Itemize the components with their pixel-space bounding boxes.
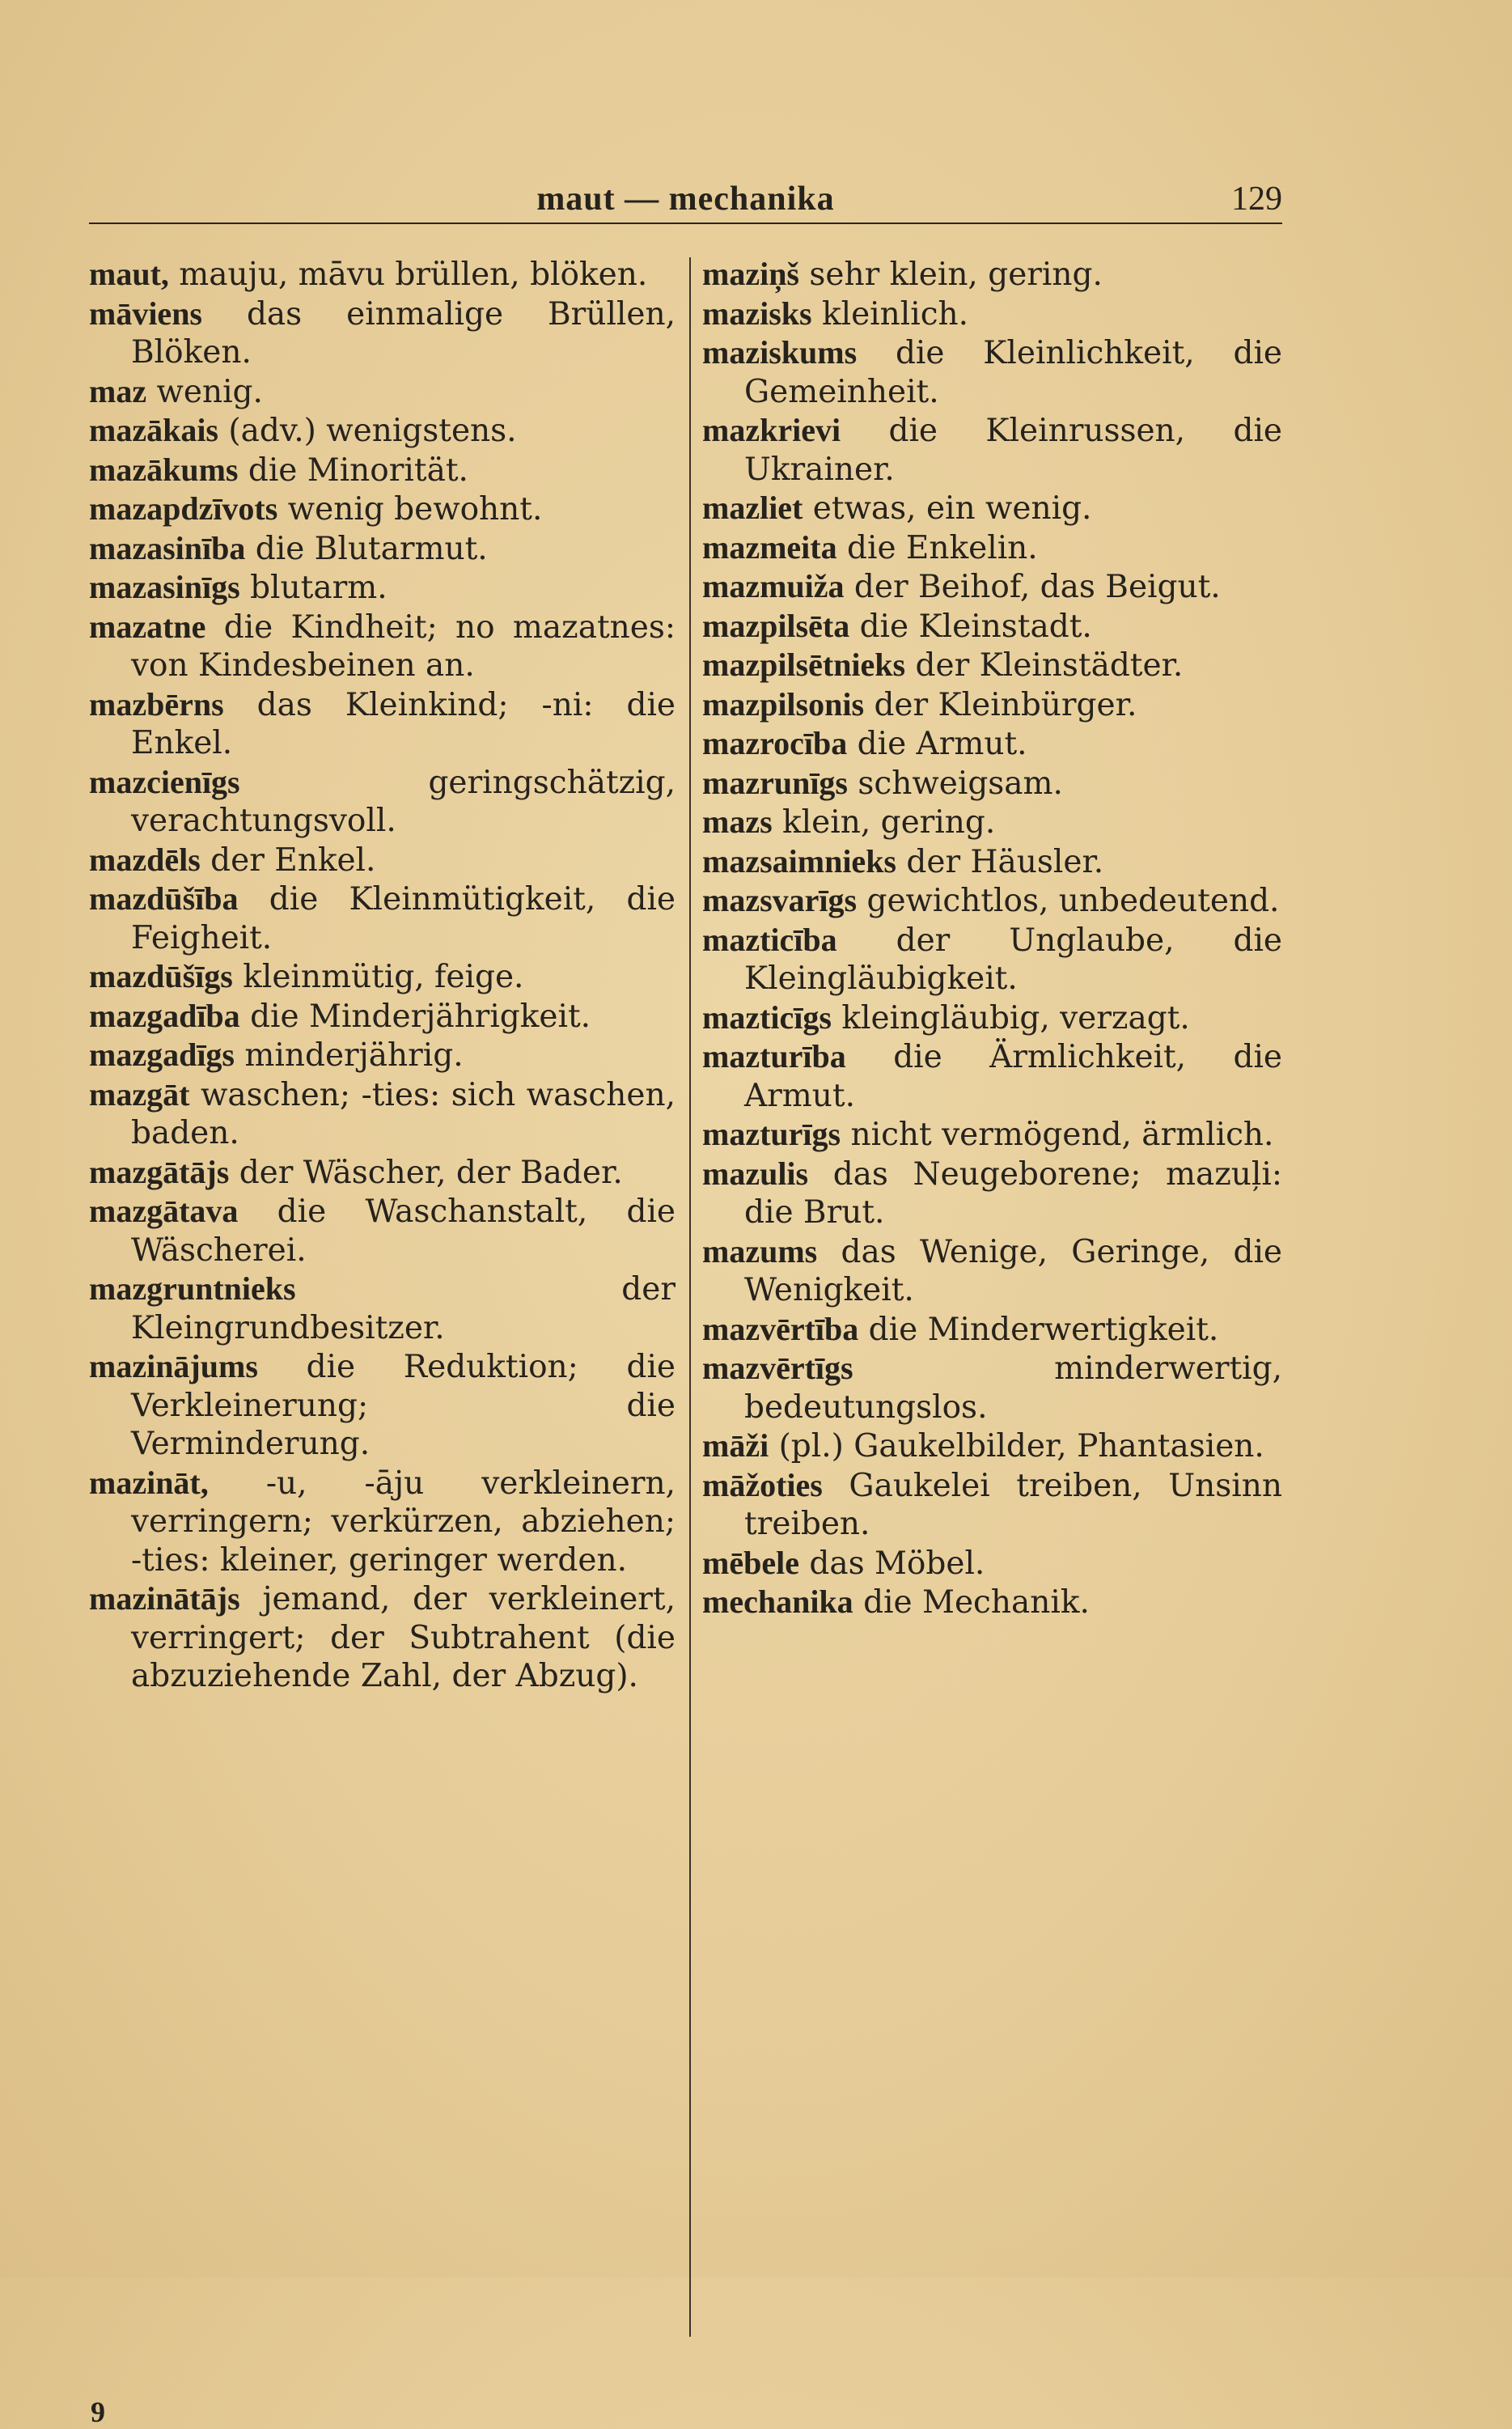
dictionary-entry <box>89 1075 676 1153</box>
entry-headword: māži <box>702 1427 769 1464</box>
entry-headword: maz <box>89 372 147 409</box>
dictionary-entry <box>89 1347 676 1464</box>
dictionary-entry <box>89 1579 676 1696</box>
entry-headword: mazdēls <box>89 841 201 878</box>
entry-definition: der Kleingrundbesitzer. <box>131 1271 676 1346</box>
entry-headword: mazmuiža <box>702 568 845 604</box>
entry-definition: mauju, māvu brüllen, blöken. <box>179 256 648 293</box>
entry-headword: mazākums <box>89 451 239 488</box>
dictionary-entry <box>89 529 676 569</box>
entry-definition: der Enkel. <box>210 841 376 879</box>
entry-headword: mazums <box>702 1232 818 1270</box>
entry-definition: kleinlich. <box>821 295 969 333</box>
entry-definition: minderwertig, bedeutungslos. <box>744 1350 1282 1426</box>
signature-mark: 9 <box>91 2396 105 2428</box>
entry-definition: schweigsam. <box>858 765 1063 802</box>
entry-definition: sehr klein, gering. <box>809 256 1103 293</box>
entry-definition: der Kleinbürger. <box>874 686 1137 723</box>
entry-headword: mazpilsēta <box>702 607 850 644</box>
dictionary-entry <box>702 881 1282 921</box>
dictionary-entry <box>702 1037 1282 1115</box>
entry-definition: kleinmütig, feige. <box>243 959 524 995</box>
entry-headword: mazrunīgs <box>702 764 848 801</box>
entry-definition: wenig bewohnt. <box>287 491 543 528</box>
entry-definition: das Kleinkind; -ni: die Enkel. <box>131 686 676 761</box>
entry-headword: mazgadīgs <box>89 1036 235 1073</box>
entry-definition: kleingläubig, verzagt. <box>841 999 1190 1036</box>
entry-headword: mazticīgs <box>702 998 832 1036</box>
dictionary-entry <box>702 411 1282 489</box>
entry-definition: die Enkelin. <box>847 529 1038 566</box>
entry-definition: das Neugeborene; mazuļi: die Brut. <box>744 1155 1282 1231</box>
dictionary-entry <box>89 1192 676 1270</box>
entry-definition: das Wenige, Geringe, die Wenigkeit. <box>744 1233 1282 1308</box>
entry-definition: waschen; -ties: sich waschen, baden. <box>131 1076 676 1151</box>
entry-definition: der Häusler. <box>906 843 1104 880</box>
entry-definition: der Wäscher, der Bader. <box>239 1154 623 1191</box>
entry-headword: mazināt, <box>89 1464 209 1501</box>
dictionary-entry <box>89 490 676 529</box>
entry-definition: die Kleinlichkeit, die Gemeinheit. <box>744 335 1282 410</box>
dictionary-entry <box>89 880 676 957</box>
dictionary-entry <box>702 1466 1282 1544</box>
dictionary-entry <box>702 1583 1282 1622</box>
entry-headword: mazvērtīgs <box>702 1350 853 1386</box>
entry-headword: mazsaimnieks <box>702 842 896 880</box>
dictionary-entry <box>89 608 676 685</box>
entry-headword: mazkrievi <box>702 412 841 448</box>
entry-definition: das Möbel. <box>809 1545 985 1582</box>
dictionary-entry <box>702 567 1282 607</box>
entry-headword: mazliet <box>702 490 803 526</box>
entry-headword: mazgāt <box>89 1075 190 1113</box>
dictionary-entry <box>702 724 1282 764</box>
entry-definition: nicht vermögend, ärmlich. <box>850 1117 1274 1153</box>
dictionary-entry <box>702 998 1282 1038</box>
entry-definition: die Reduktion; die Verkleinerung; die Verminderung. <box>131 1349 676 1462</box>
entry-definition: wenig. <box>156 373 263 410</box>
page-title: maut — mechanika <box>536 180 835 218</box>
dictionary-entry <box>89 451 676 490</box>
entry-definition: -u, -āju verkleinern, verringern; verkürzen, abziehen; -ties: kleiner, geringer werden. <box>131 1465 676 1579</box>
entry-headword: mazākais <box>89 412 218 448</box>
dictionary-entry <box>89 295 676 372</box>
entry-headword: mazbērns <box>89 685 224 723</box>
entry-headword: mazinājums <box>89 1348 258 1384</box>
entry-definition: die Kindheit; no mazatnes: von Kindesbeinen an. <box>131 608 676 684</box>
left-column <box>89 255 676 1696</box>
entry-definition: (adv.) wenigstens. <box>228 413 517 449</box>
entry-headword: mazinātājs <box>89 1580 240 1617</box>
column-divider <box>689 257 691 2337</box>
entry-headword: mazs <box>702 803 773 840</box>
running-head <box>89 176 1282 225</box>
entry-definition: die Armut. <box>857 726 1027 762</box>
entry-definition: klein, gering. <box>782 804 996 841</box>
entry-definition: geringschätzig, verachtungsvoll. <box>131 764 676 839</box>
dictionary-entry <box>702 646 1282 685</box>
entry-headword: mazvērtība <box>702 1310 859 1347</box>
dictionary-entry <box>702 295 1282 334</box>
entry-headword: mazpilsētnieks <box>702 646 906 683</box>
entry-definition: der Kleinstädter. <box>915 647 1184 684</box>
entry-headword: mazticība <box>702 921 837 958</box>
dictionary-entry <box>89 1464 676 1580</box>
entry-definition: die Kleinmütigkeit, die Feigheit. <box>131 881 676 956</box>
entry-definition: die Waschanstalt, die Wäscherei. <box>131 1193 676 1269</box>
entry-headword: mēbele <box>702 1544 799 1581</box>
entry-headword: mazsvarīgs <box>702 882 858 918</box>
entry-headword: mazturība <box>702 1038 846 1075</box>
dictionary-entry <box>702 1349 1282 1426</box>
entry-headword: mazgātava <box>89 1193 239 1229</box>
entry-headword: mazturīgs <box>702 1116 841 1152</box>
entry-headword: mazpilsonis <box>702 685 865 723</box>
entry-definition: die Minderwertigkeit. <box>868 1311 1219 1348</box>
entry-headword: mazasinība <box>89 529 246 566</box>
entry-headword: mazmeita <box>702 528 837 566</box>
entry-definition: die Blutarmut. <box>255 530 488 567</box>
dictionary-entry <box>702 1310 1282 1350</box>
entry-headword: mazgātājs <box>89 1153 230 1190</box>
dictionary-entry <box>702 1232 1282 1310</box>
entry-definition: die Minorität. <box>248 451 468 489</box>
dictionary-entry <box>89 372 676 412</box>
entry-definition: der Beihof, das Beigut. <box>853 569 1221 605</box>
entry-headword: mazrocība <box>702 725 848 761</box>
entry-definition: die Kleinrussen, die Ukrainer. <box>744 413 1282 488</box>
dictionary-entry <box>702 764 1282 803</box>
dictionary-entry <box>702 489 1282 528</box>
entry-headword: maziskums <box>702 334 858 371</box>
entry-headword: maziņš <box>702 256 799 292</box>
entry-headword: maut, <box>89 256 169 292</box>
entry-headword: mazisks <box>702 295 812 332</box>
dictionary-entry <box>89 568 676 608</box>
dictionary-entry <box>702 803 1282 842</box>
entry-headword: mazapdzīvots <box>89 490 278 527</box>
right-column <box>702 255 1282 1622</box>
entry-headword: mazgruntnieks <box>89 1270 296 1307</box>
entry-headword: mazgadība <box>89 997 240 1034</box>
entry-headword: mazcienīgs <box>89 763 240 800</box>
entry-headword: mechanika <box>702 1583 853 1620</box>
entry-definition: blutarm. <box>250 570 388 606</box>
entry-definition: Gaukelei treiben, Unsinn treiben. <box>744 1467 1282 1542</box>
entry-definition: das einmalige Brüllen, Blöken. <box>131 295 676 371</box>
dictionary-entry <box>702 1544 1282 1583</box>
dictionary-entry <box>89 255 676 295</box>
entry-headword: mazasinīgs <box>89 569 240 605</box>
entry-definition: die Ärmlichkeit, die Armut. <box>744 1039 1282 1114</box>
header-rule <box>89 223 1282 224</box>
page-number: 129 <box>1231 180 1282 218</box>
entry-headword: mazatne <box>89 608 206 645</box>
dictionary-entry <box>89 1270 676 1347</box>
dictionary-entry <box>89 997 676 1036</box>
entry-definition: jemand, der verkleinert, verringert; der Subtrahent (die abzuziehende Zahl, der Abzug). <box>131 1581 676 1694</box>
dictionary-entry <box>702 607 1282 646</box>
entry-headword: māviens <box>89 295 202 332</box>
dictionary-entry <box>702 842 1282 882</box>
dictionary-entry <box>89 957 676 997</box>
dictionary-entry <box>89 1036 676 1075</box>
dictionary-entry <box>89 1153 676 1193</box>
dictionary-entry <box>702 1155 1282 1232</box>
dictionary-entry <box>89 841 676 880</box>
entry-definition: minderjährig. <box>244 1037 464 1074</box>
entry-headword: mazdūšīgs <box>89 958 233 994</box>
dictionary-entry <box>702 255 1282 295</box>
entry-headword: māžoties <box>702 1466 823 1503</box>
dictionary-entry <box>702 333 1282 411</box>
dictionary-entry <box>702 528 1282 568</box>
dictionary-entry <box>89 685 676 763</box>
entry-definition: der Unglaube, die Kleingläubigkeit. <box>744 922 1282 997</box>
entry-headword: mazulis <box>702 1155 809 1192</box>
entry-definition: etwas, ein wenig. <box>812 490 1092 527</box>
dictionary-entry <box>702 1115 1282 1155</box>
dictionary-entry <box>702 685 1282 725</box>
dictionary-entry <box>89 411 676 451</box>
entry-definition: gewichtlos, unbedeutend. <box>866 883 1280 919</box>
entry-definition: die Mechanik. <box>863 1584 1090 1621</box>
dictionary-entry <box>702 921 1282 998</box>
dictionary-entry <box>89 763 676 841</box>
entry-definition: die Minderjährigkeit. <box>250 998 591 1035</box>
dictionary-entry <box>702 1426 1282 1466</box>
entry-headword: mazdūšība <box>89 880 239 917</box>
entry-definition: die Kleinstadt. <box>859 608 1092 645</box>
entry-definition: (pl.) Gaukelbilder, Phantasien. <box>778 1428 1264 1465</box>
